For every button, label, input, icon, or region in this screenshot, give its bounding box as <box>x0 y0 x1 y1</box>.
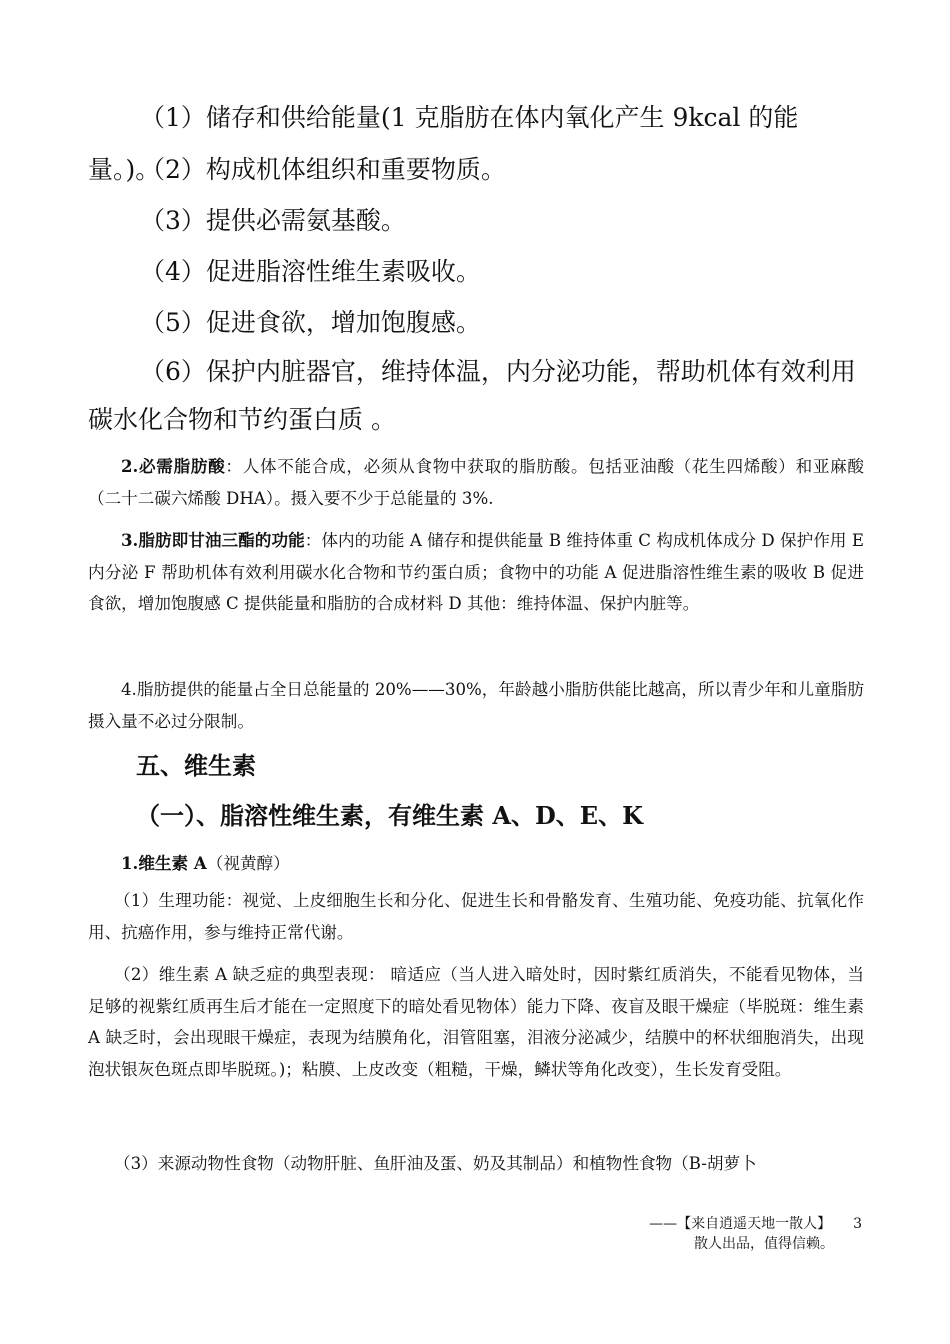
function-item-6: （6）保护内脏器官，维持体温，内分泌功能，帮助机体有效利用 <box>140 357 856 386</box>
vitamin-a-deficiency-paragraph: （2）维生素 A 缺乏症的典型表现： 暗适应（当人进入暗处时，因时紫红质消失，不能看见物体，当足够的视紫红质再生后才能在一定照度下的暗处看见物体）能力下降、夜盲及眼干燥症（毕脱斑：维生素 A 缺乏时，会出现眼干燥症，表现为结膜角化，泪管阻塞，泪液分泌减少，结膜中的杯状细胞消失，出现泡状银灰色斑点即毕脱斑。)；粘膜、上皮改变（粗糙，干燥，鳞状等角化改变），生长发育受阻。 <box>88 965 864 1079</box>
footer-tagline: 散人出品，值得信赖。 <box>694 1236 834 1252</box>
function-item-4: （4）促进脂溶性维生素吸收。 <box>140 257 481 286</box>
vitamin-a-function-paragraph: （1）生理功能：视觉、上皮细胞生长和分化、促进生长和骨骼发育、生殖功能、免疫功能、抗氧化作用、抗癌作用，参与维持正常代谢。 <box>88 891 864 942</box>
function-item-5: （5）促进食欲，增加饱腹感。 <box>140 308 481 337</box>
function-item-3: （3）提供必需氨基酸。 <box>140 206 406 235</box>
essential-fatty-acid-paragraph: 2.必需脂肪酸：人体不能合成，必须从食物中获取的脂肪酸。包括亚油酸（花生四烯酸）和亚麻酸（二十二碳六烯酸 DHA）。摄入要不少于总能量的 3%. <box>88 456 865 508</box>
triglyceride-term: 3.脂肪即甘油三酯的功能 <box>121 530 305 550</box>
section-title: 五、维生素 <box>136 751 256 780</box>
function-item-2: （2）构成机体组织和重要物质。 <box>140 155 506 184</box>
essential-fatty-acid-term: 2.必需脂肪酸 <box>121 456 226 476</box>
function-item-6-cont: 碳水化合物和节约蛋白质 。 <box>88 405 396 434</box>
vitamin-a-source-paragraph: （3）来源动物性食物（动物肝脏、鱼肝油及蛋、奶及其制品）和植物性食物（B-胡萝卜 <box>114 1154 757 1173</box>
page-number: 3 <box>853 1216 862 1232</box>
function-item-1: （1）储存和供给能量(1 克脂肪在体内氧化产生 9kcal 的能量。)。 <box>88 103 799 184</box>
subsection-title: （一）、脂溶性维生素，有维生素 A、D、E、K <box>136 801 643 830</box>
vitamin-a-title: 1.维生素 A（视黄醇） <box>121 853 290 873</box>
energy-share-paragraph: 4.脂肪提供的能量占全日总能量的 20%——30%，年龄越小脂肪供能比越高，所以青少年和儿童脂肪摄入量不必过分限制。 <box>88 680 864 731</box>
triglyceride-function-paragraph: 3.脂肪即甘油三酯的功能：体内的功能 A 储存和提供能量 B 维持体重 C 构成机体成分 D 保护作用 E 内分泌 F 帮助机体有效利用碳水化合物和节约蛋白质；食物中的功能 A 促进脂溶性维生素的吸收 B 促进食欲，增加饱腹感 C 提供能量和脂肪的合成材料 D 其他：维持体温、保护内脏等。 <box>88 530 864 613</box>
page-footer <box>649 1214 862 1254</box>
footer-source-line: ——【来自逍遥天地一散人】 3 <box>649 1216 862 1232</box>
